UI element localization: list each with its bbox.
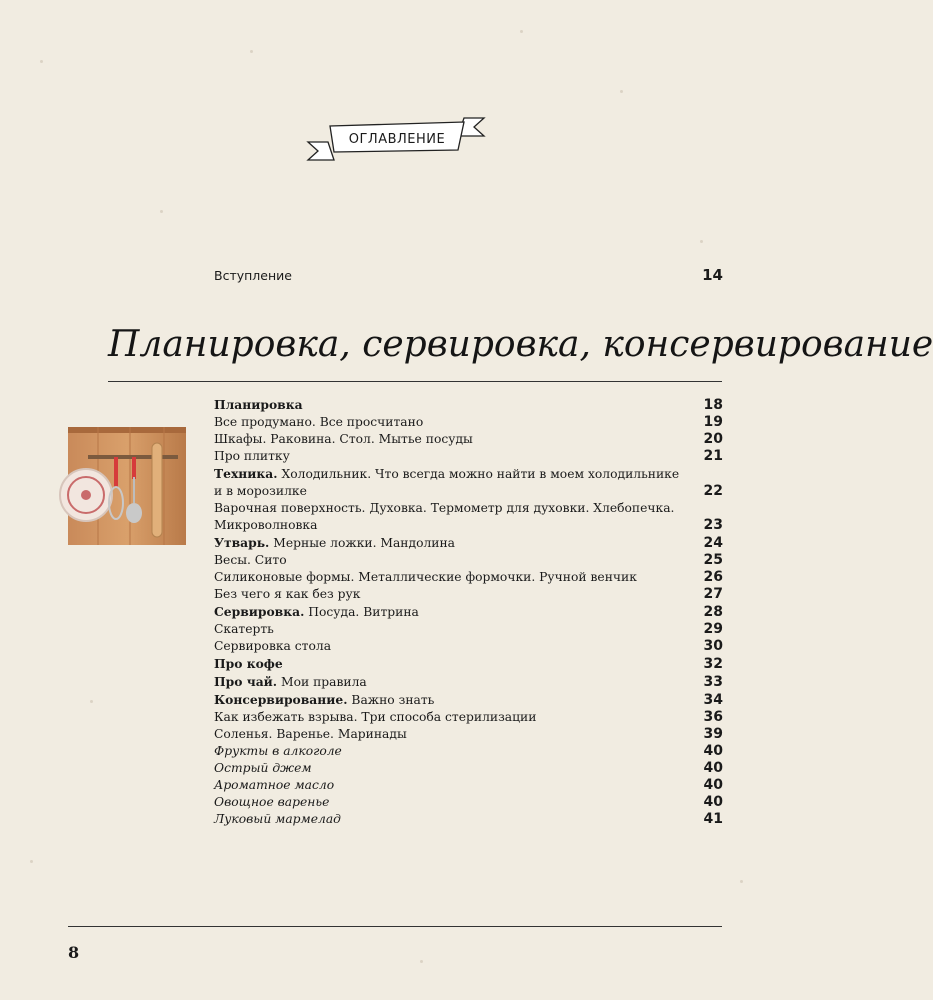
toc-entry-page: 26 — [703, 569, 723, 585]
toc-entry-page: 32 — [703, 656, 723, 672]
toc-entry-page: 24 — [703, 535, 723, 551]
toc-entry[interactable] — [214, 691, 723, 709]
toc-entry[interactable] — [214, 621, 723, 638]
toc-entry[interactable] — [214, 673, 723, 691]
intro-entry[interactable] — [214, 266, 723, 284]
toc-entry-text: Острый джем — [214, 761, 312, 775]
toc-entry[interactable] — [214, 760, 723, 777]
toc-entry[interactable] — [214, 414, 723, 431]
toc-entry-heading: Планировка — [214, 397, 303, 412]
section-title: Планировка, сервировка, консервирование — [108, 324, 933, 365]
toc-entry-title — [214, 795, 329, 809]
table-of-contents — [214, 396, 723, 828]
toc-entry-title — [214, 639, 331, 653]
toc-entry-heading: Про чай. — [214, 674, 278, 689]
toc-entry-page: 34 — [703, 692, 723, 708]
toc-entry-page: 27 — [703, 586, 723, 602]
toc-entry-page: 40 — [703, 777, 723, 793]
toc-entry[interactable] — [214, 500, 723, 534]
toc-entry-page: 36 — [703, 709, 723, 725]
toc-entry[interactable] — [214, 448, 723, 465]
toc-entry-text: Ароматное масло — [214, 778, 335, 792]
intro-page: 14 — [702, 266, 723, 284]
toc-entry-page: 23 — [703, 517, 723, 533]
kitchen-utensils-photo — [68, 427, 186, 545]
toc-entry[interactable] — [214, 603, 723, 621]
toc-entry-text: Холодильник. Что всегда можно найти в моем холодильнике и в морозилке — [214, 467, 680, 498]
toc-entry-text: Фрукты в алкоголе — [214, 744, 342, 758]
toc-entry-text: Важно знать — [347, 693, 435, 707]
toc-entry-page: 21 — [703, 448, 723, 464]
toc-entry[interactable] — [214, 655, 723, 673]
toc-entry[interactable] — [214, 777, 723, 794]
toc-entry[interactable] — [214, 811, 723, 828]
toc-entry-page: 40 — [703, 760, 723, 776]
toc-entry-page: 28 — [703, 604, 723, 620]
toc-entry-text: Мерные ложки. Мандолина — [269, 536, 456, 550]
toc-entry-heading: Про кофе — [214, 656, 283, 671]
divider-top — [108, 381, 722, 382]
toc-entry[interactable] — [214, 794, 723, 811]
toc-entry-heading: Сервировка. — [214, 604, 305, 619]
toc-entry-page: 39 — [703, 726, 723, 742]
toc-entry-title — [214, 693, 434, 707]
toc-entry-page: 41 — [703, 811, 723, 827]
toc-entry-title — [214, 587, 360, 601]
toc-entry[interactable] — [214, 534, 723, 552]
toc-entry-text: Силиконовые формы. Металлические формочки. Ручной венчик — [214, 570, 637, 584]
page-number: 8 — [68, 943, 80, 962]
toc-entry-text: Луковый мармелад — [214, 812, 341, 826]
toc-entry-title — [214, 675, 367, 689]
toc-entry-title — [214, 415, 423, 429]
toc-entry-text: Про плитку — [214, 449, 290, 463]
toc-entry-title — [214, 605, 419, 619]
divider-bottom — [68, 926, 722, 927]
toc-entry-text: Мои правила — [277, 675, 367, 689]
toc-entry-heading: Техника. — [214, 466, 278, 481]
toc-entry[interactable] — [214, 465, 723, 500]
toc-entry[interactable] — [214, 569, 723, 586]
toc-entry[interactable] — [214, 709, 723, 726]
toc-entry-page: 25 — [703, 552, 723, 568]
toc-entry-title — [214, 398, 303, 412]
toc-entry-title — [214, 761, 312, 775]
intro-label: Вступление — [214, 268, 292, 283]
toc-entry-text: Скатерть — [214, 622, 274, 636]
toc-entry[interactable] — [214, 726, 723, 743]
toc-entry[interactable] — [214, 396, 723, 414]
ribbon-label: ОГЛАВЛЕНИЕ — [348, 131, 446, 147]
toc-entry-text: Шкафы. Раковина. Стол. Мытье посуды — [214, 432, 473, 446]
toc-entry-page: 40 — [703, 743, 723, 759]
toc-entry-text: Как избежать взрыва. Три способа стерилизации — [214, 710, 537, 724]
toc-entry-heading: Консервирование. — [214, 692, 348, 707]
toc-entry-title — [214, 570, 637, 584]
toc-entry-title — [214, 727, 407, 741]
toc-entry-title — [214, 778, 334, 792]
toc-entry-title — [214, 710, 536, 724]
toc-entry-heading: Утварь. — [214, 535, 270, 550]
toc-entry-title — [214, 622, 274, 636]
toc-entry[interactable] — [214, 431, 723, 448]
toc-entry-title — [214, 449, 290, 463]
toc-entry[interactable] — [214, 743, 723, 760]
toc-entry[interactable] — [214, 638, 723, 655]
toc-entry-page: 18 — [703, 397, 723, 413]
toc-entry-title — [214, 432, 473, 446]
toc-entry-title — [214, 467, 679, 498]
toc-entry-title — [214, 657, 283, 671]
toc-entry[interactable] — [214, 552, 723, 569]
toc-entry-page: 40 — [703, 794, 723, 810]
toc-entry-text: Сервировка стола — [214, 639, 332, 653]
toc-entry[interactable] — [214, 586, 723, 603]
toc-entry-page: 33 — [703, 674, 723, 690]
toc-entry-text: Все продумано. Все просчитано — [214, 415, 424, 429]
toc-entry-title — [214, 744, 342, 758]
toc-entry-text: Овощное варенье — [214, 795, 330, 809]
toc-entry-text: Соленья. Варенье. Маринады — [214, 727, 407, 741]
toc-entry-page: 30 — [703, 638, 723, 654]
toc-entry-page: 22 — [703, 483, 723, 499]
toc-entry-text: Посуда. Витрина — [304, 605, 419, 619]
toc-entry-text: Варочная поверхность. Духовка. Термометр для духовки. Хлебопечка. Микроволновка — [214, 501, 675, 532]
toc-entry-text: Без чего я как без рук — [214, 587, 361, 601]
toc-entry-text: Весы. Сито — [214, 553, 287, 567]
toc-entry-page: 20 — [703, 431, 723, 447]
toc-entry-page: 29 — [703, 621, 723, 637]
toc-entry-title — [214, 501, 674, 532]
toc-entry-title — [214, 812, 341, 826]
toc-entry-page: 19 — [703, 414, 723, 430]
toc-entry-title — [214, 536, 455, 550]
toc-entry-title — [214, 553, 287, 567]
